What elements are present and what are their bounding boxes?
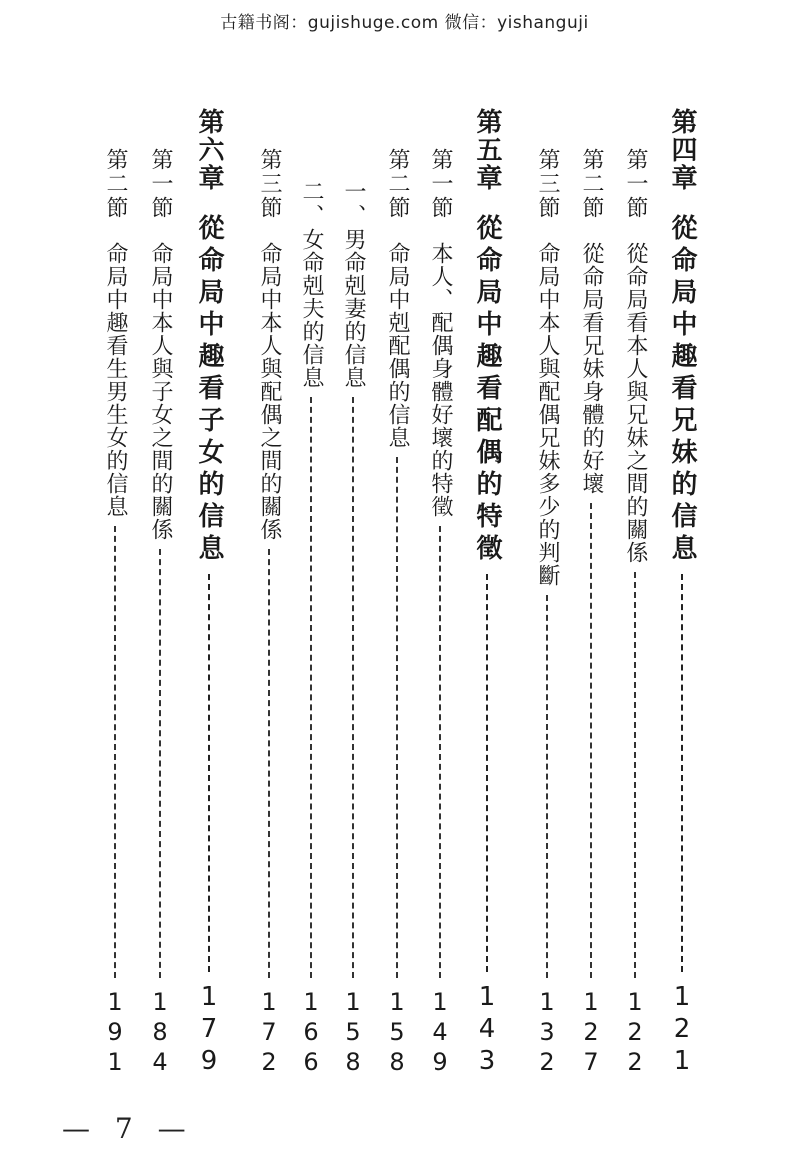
watermark-header: 古籍书阁：gujishuge.com 微信：yishanguji xyxy=(220,13,589,33)
toc-entry-title: 命局中本人與配偶兄妹多少的判斷 xyxy=(535,242,560,587)
toc-entry-label: 第一節 xyxy=(148,148,173,220)
toc-entry-section xyxy=(574,108,608,1078)
toc-entry-chapter xyxy=(470,108,504,1078)
toc-entry-page: 132 xyxy=(533,988,561,1078)
toc-entry-title: 從命局看兄妹身體的好壞 xyxy=(579,242,604,495)
toc-entry-section xyxy=(143,108,177,1078)
dotted-leader xyxy=(439,526,441,978)
toc-entry-label: 第二節 xyxy=(385,148,410,220)
toc-entry-label: 第二節 xyxy=(103,148,128,220)
toc-entry-label: 第三節 xyxy=(257,148,282,220)
toc-entry-page: 172 xyxy=(255,988,283,1078)
toc-entry-label: 第一節 xyxy=(428,148,453,220)
toc-entry-title: 男命剋妻的信息 xyxy=(341,228,366,389)
dotted-leader xyxy=(486,574,488,972)
toc-entry-chapter xyxy=(665,108,699,1078)
toc-entry-page: 184 xyxy=(146,988,174,1078)
toc-entry-title: 命局中剋配偶的信息 xyxy=(385,242,410,449)
toc-entry-section xyxy=(98,108,132,1078)
dotted-leader xyxy=(590,503,592,978)
toc-entry-page: 127 xyxy=(577,988,605,1078)
toc-entry-section xyxy=(618,108,652,1078)
toc-entry-page: 166 xyxy=(297,988,325,1078)
dotted-leader xyxy=(396,457,398,978)
toc-entry-label: 第六章 xyxy=(194,108,224,192)
toc-entry-title: 從命局中趣看子女的信息 xyxy=(194,214,224,566)
toc-entry-title: 命局中本人與配偶之間的關係 xyxy=(257,242,282,541)
toc-entry-page: 158 xyxy=(339,988,367,1078)
toc-entry-label: 第一節 xyxy=(623,148,648,220)
toc-entry-page: 143 xyxy=(472,982,502,1078)
toc-entry-sub xyxy=(336,108,370,1078)
toc-entry-title: 從命局中趣看配偶的特徵 xyxy=(472,214,502,566)
dotted-leader xyxy=(310,397,312,978)
toc-entry-chapter xyxy=(192,108,226,1078)
toc-entry-title: 從命局中趣看兄妹的信息 xyxy=(667,214,697,566)
toc-entry-section xyxy=(252,108,286,1078)
toc-entry-title: 命局中本人與子女之間的關係 xyxy=(148,242,173,541)
toc-entry-label: 第二節 xyxy=(579,148,604,220)
dotted-leader xyxy=(268,549,270,978)
dotted-leader xyxy=(114,526,116,978)
toc-entry-label: 第五章 xyxy=(472,108,502,192)
dotted-leader xyxy=(159,549,161,978)
dotted-leader xyxy=(681,574,683,972)
toc-entry-page: 122 xyxy=(621,988,649,1078)
toc-entry-title: 命局中趣看生男生女的信息 xyxy=(103,242,128,518)
toc-entry-page: 121 xyxy=(667,982,697,1078)
toc-entry-sub xyxy=(294,108,328,1078)
toc-entry-label: 第四章 xyxy=(667,108,697,192)
dotted-leader xyxy=(546,595,548,978)
toc-entry-label: 二、 xyxy=(299,180,324,228)
toc-entry-title: 從命局看本人與兄妹之間的關係 xyxy=(623,242,648,564)
dotted-leader xyxy=(208,574,210,972)
toc-entry-section xyxy=(423,108,457,1078)
toc-entry-page: 191 xyxy=(101,988,129,1078)
dotted-leader xyxy=(634,572,636,978)
dotted-leader xyxy=(352,397,354,978)
toc-entry-section xyxy=(530,108,564,1078)
toc-entry-page: 149 xyxy=(426,988,454,1078)
toc-entry-page: 179 xyxy=(194,982,224,1078)
toc-entry-title: 女命剋夫的信息 xyxy=(299,228,324,389)
toc-entry-label: 第三節 xyxy=(535,148,560,220)
toc-entry-page: 158 xyxy=(383,988,411,1078)
toc-entry-label: 一、 xyxy=(341,180,366,228)
page-number: — 7 — xyxy=(62,1112,194,1145)
toc-entry-title: 本人、配偶身體好壞的特徵 xyxy=(428,242,453,518)
toc-entry-section xyxy=(380,108,414,1078)
